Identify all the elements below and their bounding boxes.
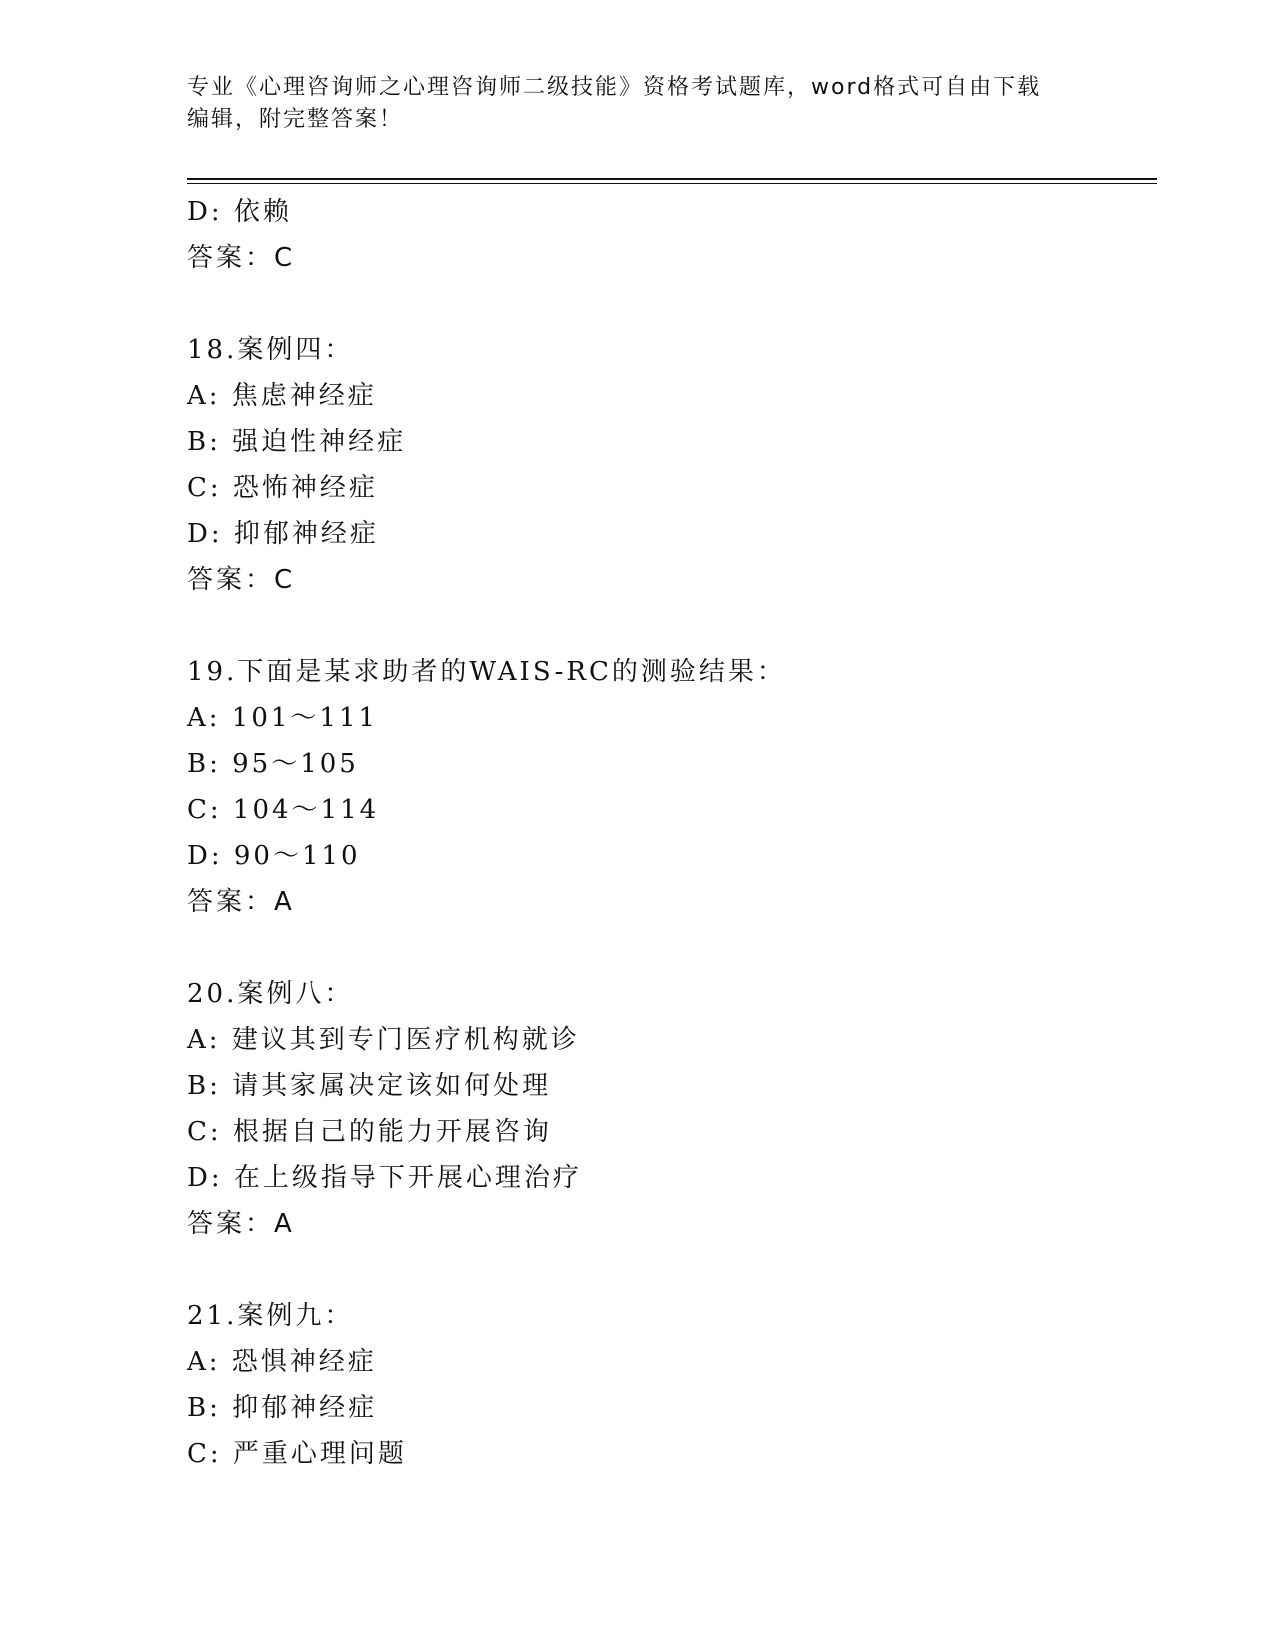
option-line: A: 恐惧神经症 [187, 1347, 377, 1377]
option-line: C: 恐怖神经症 [187, 473, 378, 503]
question-stem: 21.案例九： [187, 1301, 354, 1331]
option-line: D: 抑郁神经症 [187, 519, 379, 549]
option-line: B: 强迫性神经症 [187, 427, 407, 457]
option-line: B: 请其家属决定该如何处理 [187, 1071, 552, 1101]
option-line: A: 建议其到专门医疗机构就诊 [187, 1025, 580, 1055]
option-line: D: 在上级指导下开展心理治疗 [187, 1163, 582, 1193]
blank-line [187, 281, 1157, 327]
question-stem: 18.案例四： [187, 335, 354, 365]
question-stem: 20.案例八： [187, 979, 354, 1009]
header-rule-thin [187, 183, 1157, 184]
question-stem: 19.下面是某求助者的WAIS-RC的测验结果： [187, 657, 786, 687]
option-line: B: 抑郁神经症 [187, 1393, 378, 1423]
option-line: C: 根据自己的能力开展咨询 [187, 1117, 552, 1147]
option-line: D: 90～110 [187, 841, 361, 871]
option-line: A: 101～111 [187, 703, 379, 733]
option-line: C: 严重心理问题 [187, 1439, 407, 1469]
blank-line [187, 925, 1157, 971]
header-line-1: 专业《心理咨询师之心理咨询师二级技能》资格考试题库，word格式可自由下载 [187, 75, 1042, 100]
header-rule-thick [187, 178, 1157, 180]
option-line: B: 95～105 [187, 749, 359, 779]
blank-line [187, 1247, 1157, 1293]
header-line-2: 编辑，附完整答案！ [187, 107, 404, 132]
answer-line: 答案：A [187, 887, 295, 917]
option-line: A: 焦虑神经症 [187, 381, 377, 411]
option-line: C: 104～114 [187, 795, 380, 825]
option-line: D: 依赖 [187, 197, 292, 227]
answer-line: 答案：A [187, 1209, 295, 1239]
answer-line: 答案：C [187, 565, 296, 595]
question-list [187, 189, 1157, 1477]
document-header [187, 72, 1087, 136]
blank-line [187, 603, 1157, 649]
answer-line: 答案：C [187, 243, 296, 273]
